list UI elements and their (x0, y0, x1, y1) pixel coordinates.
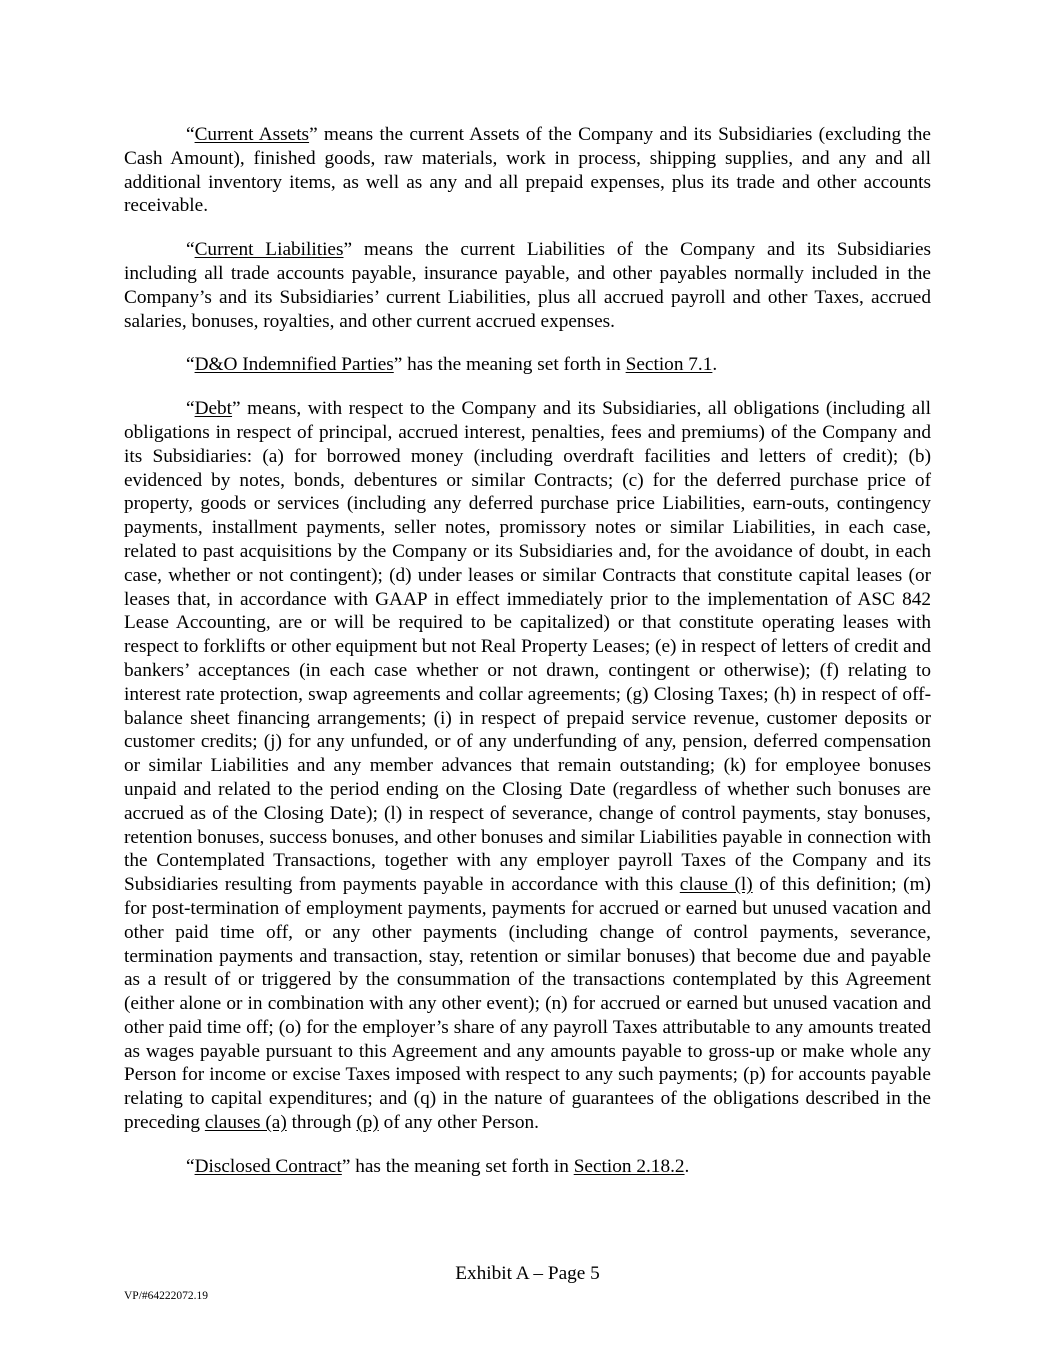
clause-reference: clauses (a) (204, 1112, 287, 1134)
document-id: VP/#64222072.19 (124, 1290, 209, 1302)
definition-do-indemnified-parties (124, 353, 931, 377)
open-quote: “ (186, 398, 195, 420)
page-footer-label: Exhibit A – Page 5 (455, 1263, 600, 1284)
section-reference: Section 2.18.2 (573, 1155, 685, 1177)
definition-current-liabilities (124, 238, 931, 333)
definition-text: ” means the current Liabilities of the Company and its Subsidiaries including all trade accounts payable, insurance payable, and other payables normally included in the Company’s and its Subsidiaries’ current Liabilities, plus all accrued payroll and other Taxes, accrued salaries, bonuses, royalties, and other current accrued expenses. (124, 239, 932, 332)
open-quote: “ (186, 124, 195, 145)
definition-disclosed-contract (124, 1155, 931, 1179)
definition-text: ” has the meaning set forth in (393, 354, 626, 376)
definition-end: of any other Person. (378, 1112, 539, 1134)
defined-term: Current Liabilities (194, 239, 344, 261)
definition-debt (124, 397, 931, 1135)
definition-text: ” means the current Assets of the Company and its Subsidiaries (excluding the Cash Amount), finished goods, raw materials, work in process, shipping supplies, and any and all additional inventory items, as well as any and all prepaid expenses, plus its trade and other accounts receivable. (124, 124, 931, 217)
definition-end: . (684, 1155, 690, 1177)
definition-current-assets (124, 123, 931, 218)
definition-text: ” means, with respect to the Company and its Subsidiaries, all obligations (including all obligations in respect of principal, accrued interest, penalties, fees and premiums) of the Company and its Subsidiaries: (a) for borrowed money (including overdraft facilities and letters of credit); (b) evidenced by notes, bonds, debentures or similar Contracts; (c) for the deferred purchase price of property, goods or services (including any deferred purchase price Liabilities, earn-outs, contingency payments, installment payments, seller notes, promissory notes or similar Liabilities, in each case, related to past acquisitions by the Company or its Subsidiaries and, for the avoidance of doubt, in each case, whether or not contingent); (d) under leases or similar Contracts that constitute capital leases (or leases that, in accordance with GAAP in effect immediately prior to the implementation of ASC 842 Lease Accounting, are or will be required to be capitalized) or that constitute operating leases with respect to forklifts or other equipment but not Real Property Leases; (e) in respect of letters of credit and bankers’ acceptances (in each case whether or not drawn, contingent or otherwise); (f) relating to interest rate protection, swap agreements and collar agreements; (g) Closing Taxes; (h) in respect of off-balance sheet financing arrangements; (i) in respect of prepaid service revenue, customer deposits or customer credits; (j) for any unfunded, or of any underfunding of any, pension, deferred compensation or similar Liabilities and any member advances that remain outstanding; (k) for employee bonuses unpaid and related to the period ending on the Closing Date (regardless of whether such bonuses are accrued as of the Closing Date); (l) in respect of severance, change of control payments, stay bonuses, retention bonuses, success bonuses, and other bonuses and similar Liabilities payable in connection with the Contemplated Transactions, together with any employer payroll Taxes of the Company and its Subsidiaries resulting from payments payable in accordance with this (124, 398, 931, 896)
clause-reference: (p) (356, 1112, 379, 1134)
defined-term: D&O Indemnified Parties (194, 354, 394, 376)
defined-term: Current Assets (194, 124, 310, 145)
definition-end: . (712, 354, 718, 376)
defined-term: Disclosed Contract (194, 1155, 342, 1177)
clause-reference: clause (l) (679, 874, 753, 896)
definition-text-continued: of this definition; (m) for post-termination of employment payments, payments for accrued or earned but unused vacation and other paid time off, or any other payments (including change of control payments, severance, termination payments and transaction, stay, retention or similar bonuses) that become due and payable as a result of or triggered by the consummation of the transactions contemplated by this Agreement (either alone or in combination with any other event); (n) for accrued or earned but unused vacation and other paid time off; (o) for the employer’s share of any payroll Taxes attributable to any amounts treated as wages payable pursuant to this Agreement and any amounts payable to gross-up or make whole any Person for income or excise Taxes imposed with respect to any such payments; (p) for accounts payable relating to capital expenditures; and (q) in the nature of guarantees of the obligations described in the preceding (124, 874, 931, 1134)
document-page (124, 123, 931, 1199)
definition-text-continued: through (286, 1112, 357, 1134)
open-quote: “ (186, 1155, 195, 1177)
defined-term: Debt (194, 398, 233, 420)
section-reference: Section 7.1 (625, 354, 713, 376)
open-quote: “ (186, 239, 195, 261)
open-quote: “ (186, 354, 195, 376)
definition-text: ” has the meaning set forth in (341, 1155, 574, 1177)
